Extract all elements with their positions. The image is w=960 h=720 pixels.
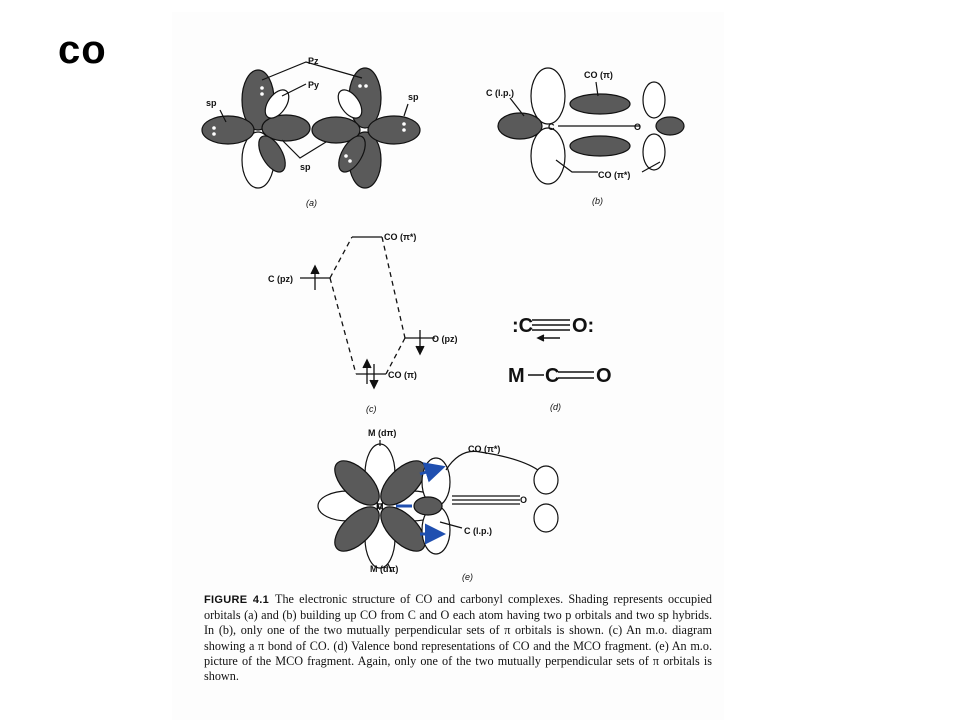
- orbital-lobe: [202, 116, 254, 144]
- co-pi-label: CO (π): [584, 70, 613, 80]
- panel-c-label: (c): [366, 404, 377, 414]
- sp-label-left: sp: [206, 98, 217, 108]
- co-c-symbol: :C: [512, 315, 534, 337]
- e-c-lp-label: C (l.p.): [464, 526, 492, 536]
- mco-o-symbol: O: [596, 365, 612, 387]
- mco-c-symbol: C: [545, 365, 560, 387]
- pz-label: Pz: [308, 56, 319, 66]
- panel-b-label: (b): [592, 196, 603, 206]
- orbital-lobe: [643, 82, 665, 118]
- py-label: Py: [308, 80, 320, 90]
- c-co-pi-label: CO (π): [388, 370, 417, 380]
- e-co-pi-star-label: CO (π*): [468, 444, 501, 454]
- orbital-lobe: [570, 136, 630, 156]
- orbital-lobe: [368, 116, 420, 144]
- c-lp-label: C (l.p.): [486, 88, 514, 98]
- panel-d-label: (d): [550, 402, 561, 412]
- co-o-symbol: O:: [572, 315, 595, 337]
- orbital-lobe: [531, 128, 565, 184]
- orbital-lobe: [570, 94, 630, 114]
- figure-caption: [204, 592, 712, 684]
- panel-e-diagram: [318, 440, 558, 572]
- sp-label-right: sp: [408, 92, 419, 102]
- figure-number: FIGURE 4.1: [204, 594, 270, 606]
- e-atom-o-label: O: [520, 495, 528, 505]
- orbital-lobe: [643, 134, 665, 170]
- panel-a-label: (a): [306, 198, 317, 208]
- m-d-bottom-label: M (dπ): [370, 564, 399, 574]
- c-co-pi-star-label: CO (π*): [384, 232, 417, 242]
- co-pi-star-label: CO (π*): [598, 170, 631, 180]
- orbital-lobe: [414, 497, 442, 515]
- atom-o-label: O: [634, 122, 642, 132]
- c-pz-label: C (pz): [268, 274, 293, 284]
- o-pz-label: O (pz): [432, 334, 458, 344]
- slide-title: co: [58, 28, 107, 72]
- m-d-top-label: M (dπ): [368, 428, 397, 438]
- mco-m-symbol: M: [508, 365, 525, 387]
- orbital-lobe: [534, 504, 558, 532]
- orbital-lobe: [498, 113, 542, 139]
- panel-b-diagram: [498, 68, 684, 184]
- caption-text: The electronic structure of CO and carbonyl complexes. Shading represents occupied orbitals (a) and (b) building up CO from C and O each atom having two p orbitals and two sp hybrids. In (b), only one of the two mutually perpendicular sets of π orbitals is shown. (c) An m.o. diagram showing a π bond of CO. (d) Valence bond representations of CO and the MCO fragment. (e) An m.o. picture of the MCO fragment. Again, only one of the two mutually perpendicular sets of π orbitals is shown.: [204, 592, 712, 684]
- panel-e-label: (e): [462, 572, 473, 582]
- sp-label-bottom: sp: [300, 162, 311, 172]
- panel-c-diagram: [300, 237, 435, 388]
- atom-c-label: C: [548, 122, 555, 132]
- orbital-lobe: [656, 117, 684, 135]
- atom-m-label: M: [376, 502, 384, 512]
- orbital-lobe: [531, 68, 565, 124]
